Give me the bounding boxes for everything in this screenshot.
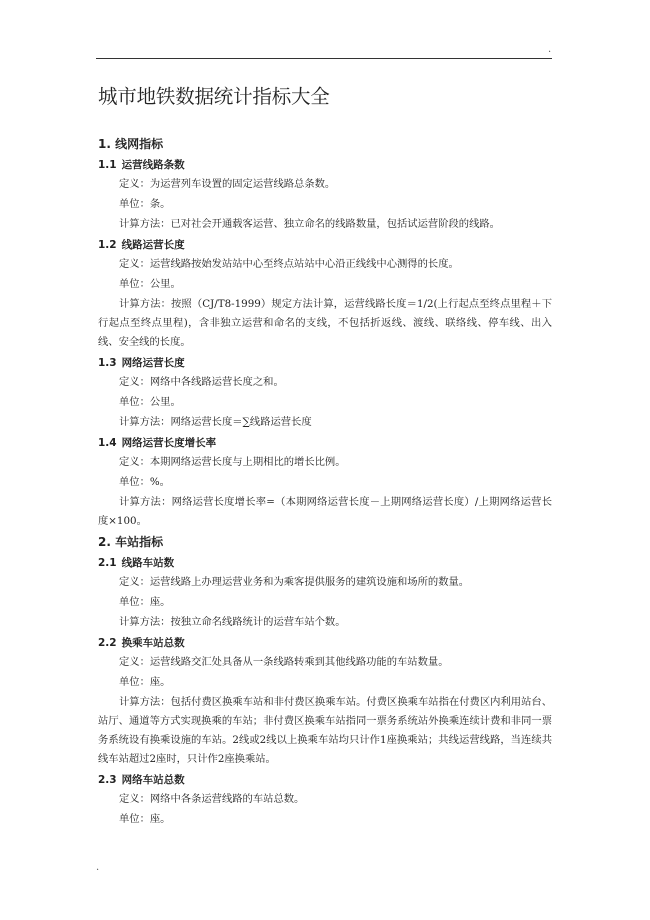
paragraph: 单位：座。 [119, 813, 171, 825]
paragraph: 单位：公里。 [119, 278, 181, 290]
paragraph: 定义：网络中各线路运营长度之和。 [119, 376, 284, 388]
subsection-heading [98, 155, 552, 175]
subsection-number: 1.2 [98, 239, 117, 251]
subsection-number: 2.2 [98, 637, 117, 649]
paragraph: 计算方法：网络运营长度＝∑线路运营长度 [119, 416, 312, 428]
subsection-heading [98, 235, 552, 255]
paragraph: 单位：座。 [119, 596, 171, 608]
subsection-number: 2.1 [98, 557, 117, 569]
document-body [98, 84, 552, 830]
subsection-number: 1.4 [98, 437, 117, 449]
subsection-number: 1.3 [98, 357, 117, 369]
section-heading: 1. 线网指标 [98, 137, 164, 151]
subsection-heading [98, 353, 552, 373]
subsection-number: 2.3 [98, 774, 117, 786]
paragraph: 计算方法：网络运营长度增长率=（本期网络运营长度－上期网络运营长度）/上期网络运营长度×100。 [98, 496, 552, 527]
subsection-heading [98, 553, 552, 573]
paragraph: 定义：运营线路上办理运营业务和为乘客提供服务的建筑设施和场所的数量。 [119, 576, 470, 588]
subsection-title: 线路车站数 [121, 557, 175, 569]
paragraph: 单位：座。 [119, 676, 171, 688]
paragraph: 单位：公里。 [119, 396, 181, 408]
subsection-title: 网络运营长度 [121, 357, 185, 369]
page-title: 城市地铁数据统计指标大全 [98, 85, 330, 108]
paragraph: 计算方法：按独立命名线路统计的运营车站个数。 [119, 616, 346, 628]
subsection-title: 网络运营长度增长率 [121, 437, 217, 449]
paragraph: 定义：本期网络运营长度与上期相比的增长比例。 [119, 456, 346, 468]
paragraph: 计算方法：按照（CJ/T8-1999）规定方法计算，运营线路长度＝1/2(上行起点至终点里程＋下行起点至终点里程)，含非独立运营和命名的支线，不包括折返线、渡线、联络线、停车线、出入线、安全线的长度。 [98, 298, 552, 348]
subsection-number: 1.1 [98, 159, 117, 171]
subsection-heading [98, 633, 552, 653]
subsection-heading [98, 770, 552, 790]
paragraph: 计算方法：已对社会开通载客运营、独立命名的线路数量，包括试运营阶段的线路。 [119, 218, 500, 230]
paragraph: 定义：运营线路按始发站站中心至终点站站中心沿正线线中心测得的长度。 [119, 258, 459, 270]
paragraph: 定义：运营线路交汇处具备从一条线路转乘到其他线路功能的车站数量。 [119, 656, 449, 668]
header-rule [96, 58, 552, 59]
paragraph: 定义：网络中各条运营线路的车站总数。 [119, 793, 305, 805]
paragraph: 单位：条。 [119, 198, 171, 210]
header-mark: . [548, 44, 552, 55]
subsection-title: 运营线路条数 [121, 159, 185, 171]
subsection-title: 换乘车站总数 [121, 637, 185, 649]
section-heading: 2. 车站指标 [98, 535, 164, 549]
subsection-title: 线路运营长度 [121, 239, 185, 251]
paragraph: 单位：%。 [119, 476, 170, 488]
subsection-title: 网络车站总数 [121, 774, 185, 786]
footer-mark: . [96, 862, 100, 873]
paragraph: 计算方法：包括付费区换乘车站和非付费区换乘车站。付费区换乘车站指在付费区内利用站台、站厅、通道等方式实现换乘的车站；非付费区换乘车站指同一票务系统站外换乘连续计费和非同一票务系统设有换乘设施的车站。2线或2线以上换乘车站均只计作1座换乘站；共线运营线路，当连续共线车站超过2座时，只计作2座换乘站。 [98, 696, 552, 765]
subsection-heading [98, 433, 552, 453]
paragraph: 定义：为运营列车设置的固定运营线路总条数。 [119, 178, 336, 190]
